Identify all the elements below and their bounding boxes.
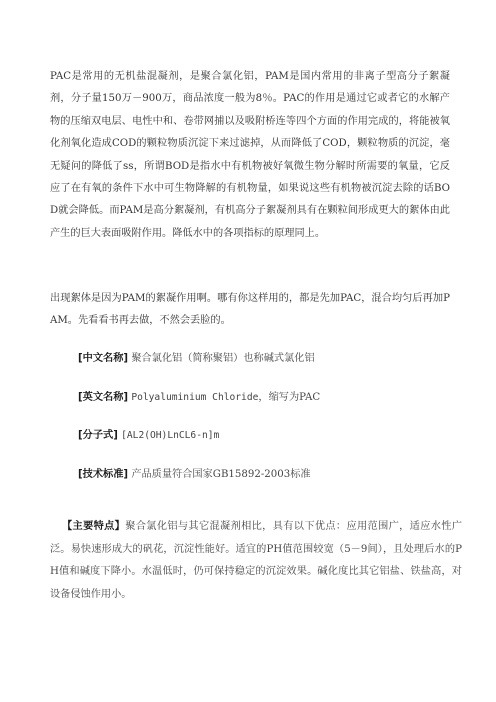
english-name-value: Polyaluminium Chloride bbox=[131, 392, 259, 403]
chinese-name-row bbox=[78, 349, 315, 364]
standard-value: 产品质量符合国家GB15892-2003标准 bbox=[131, 469, 311, 480]
chinese-name-label: [中文名称] bbox=[78, 353, 129, 364]
english-name-label: [英文名称] bbox=[78, 392, 129, 403]
intro-paragraph: PAC是常用的无机盐混凝剂，是聚合氯化铝，PAM是国内常用的非离子型高分子絮凝剂，分子量150万－900万，商品浓度一般为8％。PAC的作用是通过它或者它的水解产物的压缩双电层、电性中和、卷带网捕以及吸附桥连等四个方面的作用完成的，将能被氧化剂氧化造成COD的颗粒物质沉淀下来过滤掉，从而降低了COD，颗粒物质的沉淀，毫无疑问的降低了ss，所谓BOD是指水中有机物被好氧微生物分解时所需要的氧量，它反应了在有氧的条件下水中可生物降解的有机物量，如果说这些有机物被沉淀去除的话BOD就会降低。而PAM是高分絮凝剂，有机高分子絮凝剂具有在颗粒间形成更大的絮体由此产生的巨大表面吸附作用。降低水中的各项指标的原理同上。 bbox=[50, 71, 450, 239]
floc-paragraph: 出现絮体是因为PAM的絮凝作用啊。哪有你这样用的，都是先加PAC，混合均匀后再加PAM。先看看书再去做，不然会丢脸的。 bbox=[50, 293, 450, 326]
standard-row bbox=[78, 465, 311, 480]
english-name-abbrev: ，缩写为PAC bbox=[258, 392, 321, 403]
features-paragraph bbox=[50, 516, 462, 606]
formula-label: [分子式] bbox=[78, 430, 118, 441]
features-value: 聚合氯化铝与其它混凝剂相比，具有以下优点：应用范围广，适应水性广泛。易快速形成大的矾花，沉淀性能好。适宜的PH值范围较宽（5－9间），且处理后水的PH值和碱度下降小。水温低时，仍可保持稳定的沉淀效果。碱化度比其它铝盐、铁盐高，对设备侵蚀作用小。 bbox=[50, 521, 463, 600]
english-name-row bbox=[78, 388, 320, 403]
features-label: 【主要特点】 bbox=[62, 521, 126, 532]
chinese-name-value: 聚合氯化铝（简称聚铝）也称碱式氯化铝 bbox=[131, 353, 315, 364]
formula-row bbox=[78, 426, 219, 441]
formula-value: [AL2(OH)LnCL6-n]m bbox=[121, 430, 220, 441]
standard-label: [技术标准] bbox=[78, 469, 129, 480]
